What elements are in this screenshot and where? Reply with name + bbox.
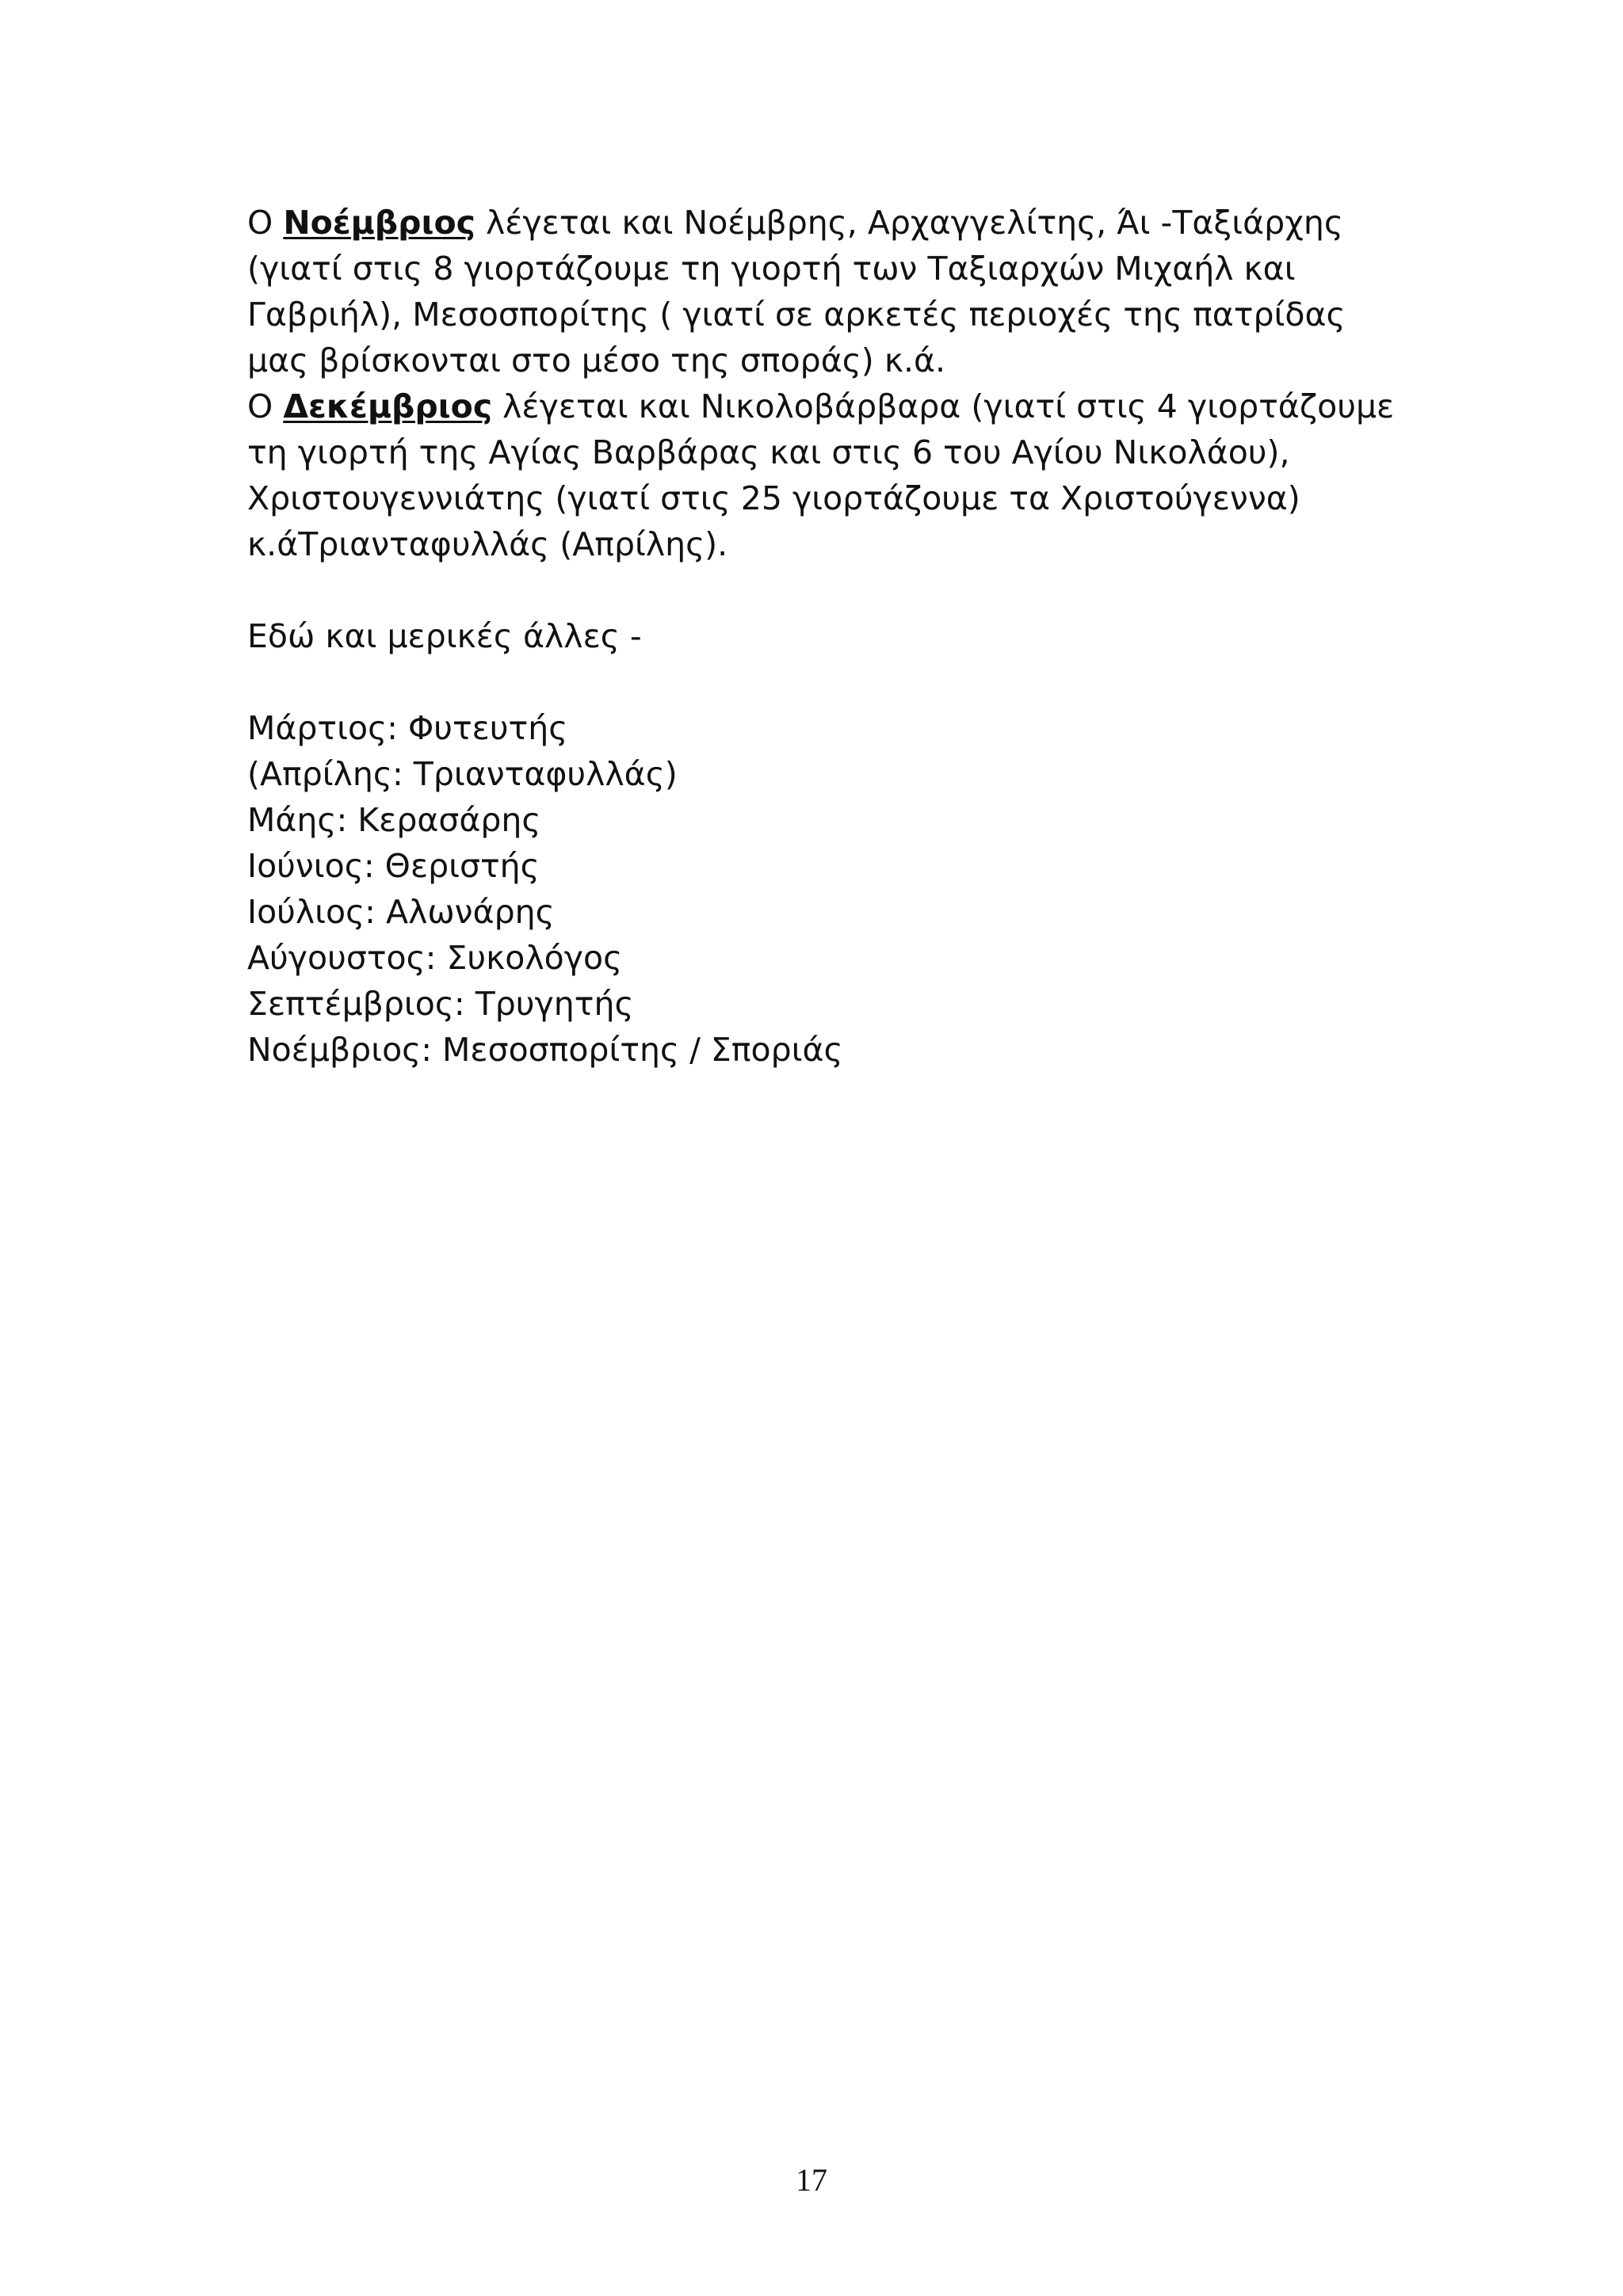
paragraph-november-prefix: Ο: [247, 204, 284, 242]
paragraph-november-text: λέγεται και Νοέμβρης, Αρχαγγελίτης, Άι -Ταξιάρχης (γιατί στις 8 γιορτάζουμε τη γιορτή των Ταξιαρχών Μιχαήλ και Γαβριήλ), Μεσοσπορίτης ( γιατί σε αρκετές περιοχές της πατρίδας μας βρίσκονται στο μέσο της σποράς) κ.ά.: [247, 204, 1346, 379]
paragraph-december-prefix: Ο: [247, 387, 284, 425]
keyword-november: Νοέμβριος: [283, 204, 475, 242]
paragraph-november: [247, 200, 1404, 383]
list-item: (Απρίλης: Τριανταφυλλάς): [247, 755, 678, 793]
page-content: [247, 200, 1404, 1073]
list-item: Ιούλιος: Αλωνάρης: [247, 893, 555, 931]
month-names-list: [247, 705, 1404, 1073]
list-item: Νοέμβριος: Μεσοσπορίτης / Σποριάς: [247, 1031, 843, 1069]
list-item: Μάρτιος: Φυτευτής: [247, 709, 568, 747]
blank-line: [247, 567, 1404, 613]
paragraph-december-text: λέγεται και Νικολοβάρβαρα (γιατί στις 4 γιορτάζουμε τη γιορτή της Αγίας Βαρβάρας και στις 6 του Αγίου Νικολάου), Χριστουγεννιάτης (γιατί στις 25 γιορτάζουμε τα Χριστούγεννα) κ.άΤριανταφυλλάς (Απρίλης).: [247, 387, 1395, 563]
list-item: Σεπτέμβριος: Τρυγητής: [247, 985, 634, 1023]
list-item: Μάης: Κερασάρης: [247, 801, 541, 839]
page-number: 17: [796, 2162, 827, 2198]
blank-line: [247, 659, 1404, 705]
keyword-december: Δεκέμβριος: [283, 387, 493, 425]
list-item: Ιούνιος: Θεριστής: [247, 847, 540, 885]
paragraph-intro-others: Εδώ και μερικές άλλες -: [247, 617, 642, 655]
paragraph-december: [247, 383, 1404, 567]
list-item: Αύγουστος: Συκολόγος: [247, 939, 623, 977]
